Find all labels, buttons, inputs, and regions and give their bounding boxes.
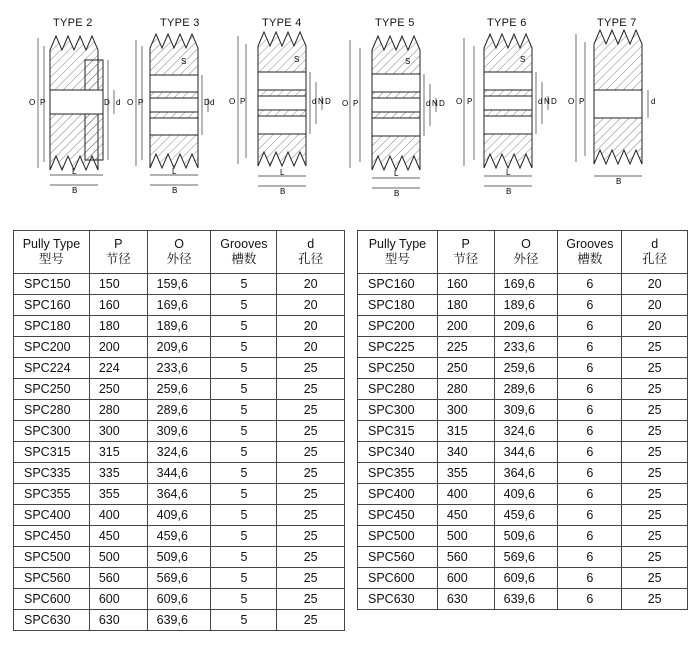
cell-d: 25 bbox=[277, 358, 345, 379]
cell-d: 25 bbox=[622, 358, 688, 379]
type-6-dim-s: S bbox=[520, 55, 526, 64]
cell-p: 250 bbox=[437, 358, 494, 379]
cell-grooves: 5 bbox=[211, 610, 277, 631]
cell-d: 25 bbox=[622, 589, 688, 610]
type-6-dim-o: O bbox=[456, 97, 463, 106]
cell-o: 189,6 bbox=[147, 316, 211, 337]
type-6-drawing bbox=[456, 34, 557, 196]
cell-pully-type: SPC224 bbox=[14, 358, 90, 379]
cell-p: 355 bbox=[89, 484, 147, 505]
cell-d: 25 bbox=[277, 484, 345, 505]
header-o: O 外径 bbox=[147, 231, 211, 274]
table-row bbox=[14, 295, 345, 316]
cell-pully-type: SPC280 bbox=[14, 400, 90, 421]
cell-d: 20 bbox=[622, 316, 688, 337]
table-row bbox=[358, 442, 688, 463]
cell-p: 180 bbox=[437, 295, 494, 316]
table-row bbox=[14, 421, 345, 442]
cell-pully-type: SPC180 bbox=[14, 316, 90, 337]
table-row bbox=[358, 379, 688, 400]
cell-o: 309,6 bbox=[494, 400, 558, 421]
cell-grooves: 5 bbox=[211, 400, 277, 421]
type-5-dim-d: d bbox=[426, 99, 431, 108]
cell-grooves: 6 bbox=[558, 442, 622, 463]
type-2-dim-l: L bbox=[72, 167, 77, 176]
cell-d: 20 bbox=[622, 295, 688, 316]
table-row bbox=[14, 316, 345, 337]
cell-pully-type: SPC500 bbox=[14, 547, 90, 568]
table-row bbox=[14, 505, 345, 526]
type-6-dim-d: d bbox=[538, 97, 543, 106]
cell-pully-type: SPC300 bbox=[14, 421, 90, 442]
type-7-dim-o: O bbox=[568, 97, 575, 106]
cell-o: 324,6 bbox=[494, 421, 558, 442]
cell-grooves: 5 bbox=[211, 316, 277, 337]
cell-o: 169,6 bbox=[494, 274, 558, 295]
table-row bbox=[14, 463, 345, 484]
cell-o: 289,6 bbox=[147, 400, 211, 421]
type-4-drawing bbox=[229, 32, 331, 196]
type-7-dim-d: d bbox=[651, 97, 656, 106]
cell-d: 20 bbox=[277, 337, 345, 358]
cell-o: 509,6 bbox=[147, 547, 211, 568]
cell-o: 309,6 bbox=[147, 421, 211, 442]
cell-p: 300 bbox=[89, 421, 147, 442]
cell-d: 25 bbox=[277, 547, 345, 568]
type-6-label: TYPE 6 bbox=[487, 17, 527, 29]
cell-p: 335 bbox=[89, 463, 147, 484]
table-row bbox=[358, 526, 688, 547]
cell-pully-type: SPC400 bbox=[14, 505, 90, 526]
cell-pully-type: SPC600 bbox=[14, 589, 90, 610]
cell-pully-type: SPC160 bbox=[358, 274, 438, 295]
cell-p: 450 bbox=[89, 526, 147, 547]
table-body bbox=[358, 274, 688, 610]
type-2-drawing bbox=[29, 36, 120, 195]
cell-pully-type: SPC560 bbox=[358, 547, 438, 568]
pulley-diagrams bbox=[0, 0, 700, 200]
type-3-dim-b: B bbox=[172, 186, 178, 195]
cell-d: 25 bbox=[622, 442, 688, 463]
cell-grooves: 6 bbox=[558, 505, 622, 526]
header-o: O 外径 bbox=[494, 231, 558, 274]
type-3-dim-d-outer: D bbox=[204, 98, 210, 107]
type-5-dim-l: L bbox=[394, 169, 399, 178]
cell-grooves: 5 bbox=[211, 547, 277, 568]
cell-grooves: 5 bbox=[211, 379, 277, 400]
cell-grooves: 6 bbox=[558, 547, 622, 568]
header-grooves: Grooves 槽数 bbox=[558, 231, 622, 274]
type-5-drawing bbox=[342, 36, 445, 198]
table-row bbox=[358, 589, 688, 610]
cell-o: 259,6 bbox=[494, 358, 558, 379]
table-row bbox=[14, 589, 345, 610]
cell-p: 560 bbox=[437, 547, 494, 568]
type-7-dim-p: P bbox=[579, 97, 585, 106]
cell-o: 364,6 bbox=[494, 463, 558, 484]
cell-p: 600 bbox=[89, 589, 147, 610]
cell-pully-type: SPC160 bbox=[14, 295, 90, 316]
cell-grooves: 6 bbox=[558, 295, 622, 316]
cell-o: 459,6 bbox=[494, 505, 558, 526]
cell-d: 25 bbox=[277, 421, 345, 442]
cell-pully-type: SPC250 bbox=[14, 379, 90, 400]
cell-pully-type: SPC315 bbox=[358, 421, 438, 442]
type-2-label: TYPE 2 bbox=[53, 17, 93, 29]
type-3-dim-l: L bbox=[172, 167, 177, 176]
table-row bbox=[14, 400, 345, 421]
table-row bbox=[14, 484, 345, 505]
cell-grooves: 5 bbox=[211, 526, 277, 547]
cell-grooves: 6 bbox=[558, 421, 622, 442]
header-d: d 孔径 bbox=[277, 231, 345, 274]
cell-d: 25 bbox=[277, 589, 345, 610]
type-3-dim-d: d bbox=[210, 98, 215, 107]
cell-d: 25 bbox=[622, 547, 688, 568]
type-4-dim-s: S bbox=[294, 55, 300, 64]
type-4-dim-d-outer: D bbox=[325, 97, 331, 106]
type-5-dim-o: O bbox=[342, 99, 349, 108]
type-4-label: TYPE 4 bbox=[262, 17, 302, 29]
cell-o: 189,6 bbox=[494, 295, 558, 316]
type-7-drawing bbox=[568, 30, 655, 186]
type-6-dim-d-outer: D bbox=[551, 97, 557, 106]
cell-p: 300 bbox=[437, 400, 494, 421]
type-7-dim-b: B bbox=[616, 177, 622, 186]
cell-p: 560 bbox=[89, 568, 147, 589]
cell-o: 409,6 bbox=[147, 505, 211, 526]
table-row bbox=[358, 400, 688, 421]
cell-p: 340 bbox=[437, 442, 494, 463]
cell-o: 209,6 bbox=[147, 337, 211, 358]
table-row bbox=[358, 295, 688, 316]
cell-o: 569,6 bbox=[147, 568, 211, 589]
type-6-dim-l: L bbox=[506, 168, 511, 177]
type-4-dim-p: P bbox=[240, 97, 246, 106]
cell-pully-type: SPC400 bbox=[358, 484, 438, 505]
cell-grooves: 6 bbox=[558, 358, 622, 379]
cell-p: 200 bbox=[89, 337, 147, 358]
type-3-dim-s: S bbox=[181, 57, 187, 66]
cell-pully-type: SPC280 bbox=[358, 379, 438, 400]
cell-o: 233,6 bbox=[147, 358, 211, 379]
cell-grooves: 6 bbox=[558, 526, 622, 547]
table-row bbox=[14, 379, 345, 400]
cell-p: 400 bbox=[89, 505, 147, 526]
type-4-dim-d: d bbox=[312, 97, 317, 106]
table-row bbox=[14, 442, 345, 463]
type-5-label: TYPE 5 bbox=[375, 17, 415, 29]
cell-d: 25 bbox=[277, 442, 345, 463]
cell-o: 609,6 bbox=[147, 589, 211, 610]
cell-pully-type: SPC355 bbox=[14, 484, 90, 505]
cell-grooves: 6 bbox=[558, 463, 622, 484]
cell-grooves: 6 bbox=[558, 379, 622, 400]
cell-p: 630 bbox=[437, 589, 494, 610]
cell-grooves: 6 bbox=[558, 589, 622, 610]
type-2-dim-p: P bbox=[40, 98, 46, 107]
cell-d: 25 bbox=[277, 568, 345, 589]
type-3-dim-p: P bbox=[138, 98, 144, 107]
cell-grooves: 5 bbox=[211, 589, 277, 610]
cell-p: 280 bbox=[89, 400, 147, 421]
cell-pully-type: SPC450 bbox=[358, 505, 438, 526]
cell-grooves: 5 bbox=[211, 568, 277, 589]
cell-d: 20 bbox=[277, 316, 345, 337]
cell-d: 25 bbox=[622, 526, 688, 547]
table-row bbox=[14, 568, 345, 589]
cell-d: 25 bbox=[277, 463, 345, 484]
table-row bbox=[358, 568, 688, 589]
table-row bbox=[14, 547, 345, 568]
type-5-dim-b: B bbox=[394, 189, 400, 198]
type-2-dim-d: d bbox=[116, 98, 121, 107]
cell-pully-type: SPC150 bbox=[14, 274, 90, 295]
cell-p: 315 bbox=[89, 442, 147, 463]
cell-o: 609,6 bbox=[494, 568, 558, 589]
cell-d: 20 bbox=[277, 295, 345, 316]
cell-pully-type: SPC600 bbox=[358, 568, 438, 589]
cell-pully-type: SPC500 bbox=[358, 526, 438, 547]
type-5-dim-s: S bbox=[405, 57, 411, 66]
cell-p: 180 bbox=[89, 316, 147, 337]
cell-p: 630 bbox=[89, 610, 147, 631]
cell-d: 20 bbox=[277, 274, 345, 295]
cell-grooves: 6 bbox=[558, 568, 622, 589]
cell-pully-type: SPC630 bbox=[14, 610, 90, 631]
table-row bbox=[358, 274, 688, 295]
cell-d: 25 bbox=[277, 379, 345, 400]
cell-o: 364,6 bbox=[147, 484, 211, 505]
cell-p: 400 bbox=[437, 484, 494, 505]
cell-o: 639,6 bbox=[147, 610, 211, 631]
table-row bbox=[358, 421, 688, 442]
cell-d: 25 bbox=[622, 337, 688, 358]
cell-pully-type: SPC560 bbox=[14, 568, 90, 589]
header-p: P 节径 bbox=[89, 231, 147, 274]
cell-o: 569,6 bbox=[494, 547, 558, 568]
table-row bbox=[358, 337, 688, 358]
cell-d: 25 bbox=[277, 505, 345, 526]
cell-o: 639,6 bbox=[494, 589, 558, 610]
cell-o: 459,6 bbox=[147, 526, 211, 547]
cell-p: 225 bbox=[437, 337, 494, 358]
type-4-dim-l: L bbox=[280, 168, 285, 177]
pulley-drawings-svg bbox=[0, 0, 700, 200]
type-3-drawing bbox=[127, 34, 214, 195]
cell-d: 25 bbox=[622, 484, 688, 505]
type-3-label: TYPE 3 bbox=[160, 17, 200, 29]
cell-d: 25 bbox=[622, 568, 688, 589]
cell-p: 224 bbox=[89, 358, 147, 379]
cell-d: 25 bbox=[622, 400, 688, 421]
table-row bbox=[14, 337, 345, 358]
cell-pully-type: SPC340 bbox=[358, 442, 438, 463]
type-6-dim-b: B bbox=[506, 187, 512, 196]
type-5-dim-p: P bbox=[353, 99, 359, 108]
type-7-label: TYPE 7 bbox=[597, 17, 637, 29]
table-row bbox=[14, 274, 345, 295]
table-row bbox=[358, 547, 688, 568]
cell-pully-type: SPC200 bbox=[358, 316, 438, 337]
type-4-dim-b: B bbox=[280, 187, 286, 196]
cell-pully-type: SPC335 bbox=[14, 463, 90, 484]
cell-o: 233,6 bbox=[494, 337, 558, 358]
cell-p: 160 bbox=[89, 295, 147, 316]
cell-p: 200 bbox=[437, 316, 494, 337]
cell-pully-type: SPC315 bbox=[14, 442, 90, 463]
cell-p: 250 bbox=[89, 379, 147, 400]
header-pully-type: Pully Type 型号 bbox=[14, 231, 90, 274]
cell-d: 25 bbox=[277, 526, 345, 547]
type-4-dim-o: O bbox=[229, 97, 236, 106]
cell-o: 344,6 bbox=[147, 463, 211, 484]
cell-grooves: 5 bbox=[211, 505, 277, 526]
table-row bbox=[14, 610, 345, 631]
table-row bbox=[358, 484, 688, 505]
cell-d: 25 bbox=[277, 400, 345, 421]
cell-grooves: 5 bbox=[211, 358, 277, 379]
cell-d: 25 bbox=[622, 463, 688, 484]
cell-grooves: 5 bbox=[211, 337, 277, 358]
cell-grooves: 5 bbox=[211, 484, 277, 505]
table-row bbox=[358, 463, 688, 484]
cell-grooves: 5 bbox=[211, 274, 277, 295]
table-row bbox=[358, 505, 688, 526]
type-3-dim-o: O bbox=[127, 98, 134, 107]
cell-o: 509,6 bbox=[494, 526, 558, 547]
type-2-dim-b: B bbox=[72, 186, 78, 195]
cell-p: 280 bbox=[437, 379, 494, 400]
cell-grooves: 5 bbox=[211, 295, 277, 316]
type-2-dim-d-outer: D bbox=[104, 98, 110, 107]
cell-d: 25 bbox=[622, 421, 688, 442]
cell-o: 344,6 bbox=[494, 442, 558, 463]
cell-p: 315 bbox=[437, 421, 494, 442]
cell-grooves: 6 bbox=[558, 316, 622, 337]
cell-o: 409,6 bbox=[494, 484, 558, 505]
header-d: d 孔径 bbox=[622, 231, 688, 274]
cell-grooves: 6 bbox=[558, 484, 622, 505]
table-body bbox=[14, 274, 345, 631]
type-5-dim-n: N bbox=[432, 99, 438, 108]
header-p: P 节径 bbox=[437, 231, 494, 274]
cell-o: 289,6 bbox=[494, 379, 558, 400]
header-grooves: Grooves 槽数 bbox=[211, 231, 277, 274]
cell-o: 259,6 bbox=[147, 379, 211, 400]
cell-p: 150 bbox=[89, 274, 147, 295]
type-4-dim-n: N bbox=[318, 97, 324, 106]
cell-o: 169,6 bbox=[147, 295, 211, 316]
cell-grooves: 5 bbox=[211, 421, 277, 442]
cell-d: 25 bbox=[277, 610, 345, 631]
cell-grooves: 6 bbox=[558, 400, 622, 421]
cell-d: 25 bbox=[622, 505, 688, 526]
table-header-row bbox=[358, 231, 688, 274]
table-row bbox=[14, 358, 345, 379]
cell-p: 450 bbox=[437, 505, 494, 526]
type-6-dim-p: P bbox=[467, 97, 473, 106]
table-header-row bbox=[14, 231, 345, 274]
type-6-dim-n: N bbox=[544, 97, 550, 106]
header-pully-type: Pully Type 型号 bbox=[358, 231, 438, 274]
cell-o: 324,6 bbox=[147, 442, 211, 463]
type-5-dim-d-outer: D bbox=[439, 99, 445, 108]
table-row bbox=[14, 526, 345, 547]
cell-p: 500 bbox=[437, 526, 494, 547]
cell-p: 600 bbox=[437, 568, 494, 589]
cell-p: 500 bbox=[89, 547, 147, 568]
cell-pully-type: SPC180 bbox=[358, 295, 438, 316]
table-row bbox=[358, 358, 688, 379]
cell-d: 20 bbox=[622, 274, 688, 295]
cell-pully-type: SPC450 bbox=[14, 526, 90, 547]
cell-pully-type: SPC200 bbox=[14, 337, 90, 358]
cell-pully-type: SPC300 bbox=[358, 400, 438, 421]
cell-pully-type: SPC250 bbox=[358, 358, 438, 379]
cell-pully-type: SPC630 bbox=[358, 589, 438, 610]
cell-p: 160 bbox=[437, 274, 494, 295]
cell-d: 25 bbox=[622, 379, 688, 400]
spc-table-5-grooves bbox=[13, 230, 345, 631]
cell-p: 355 bbox=[437, 463, 494, 484]
cell-pully-type: SPC225 bbox=[358, 337, 438, 358]
cell-o: 159,6 bbox=[147, 274, 211, 295]
cell-grooves: 5 bbox=[211, 463, 277, 484]
cell-o: 209,6 bbox=[494, 316, 558, 337]
table-row bbox=[358, 316, 688, 337]
cell-grooves: 5 bbox=[211, 442, 277, 463]
cell-grooves: 6 bbox=[558, 274, 622, 295]
cell-pully-type: SPC355 bbox=[358, 463, 438, 484]
spc-table-6-grooves bbox=[357, 230, 688, 610]
type-2-dim-o: O bbox=[29, 98, 36, 107]
cell-grooves: 6 bbox=[558, 337, 622, 358]
